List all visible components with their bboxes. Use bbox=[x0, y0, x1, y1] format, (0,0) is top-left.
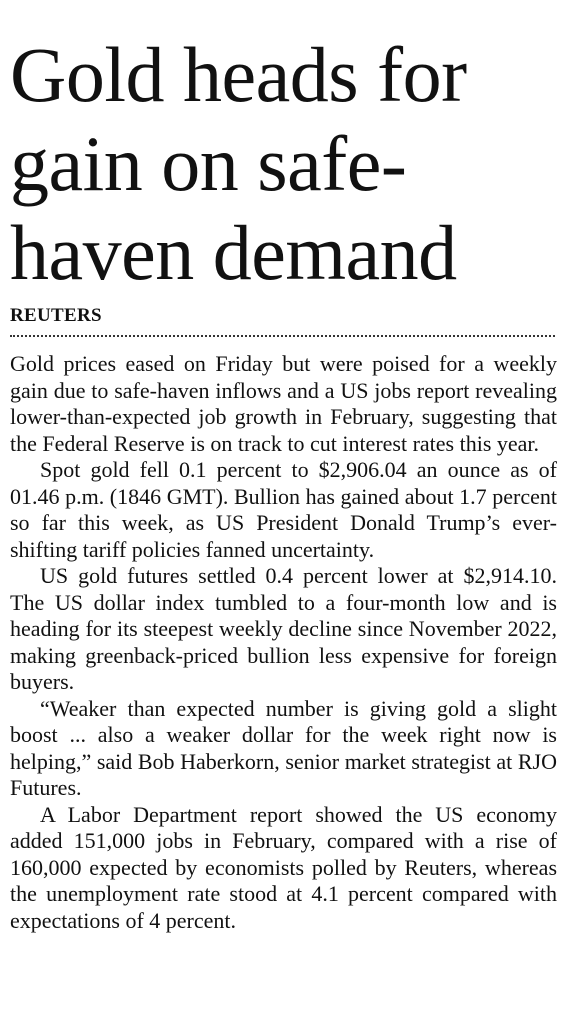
article-body bbox=[10, 351, 557, 934]
paragraph: A Labor Department report showed the US economy added 151,000 jobs in February, compared with a rise of 160,000 expected by economists polled by Reuters, whereas the unemployment rate stood at 4.1 percent compared with expectations of 4 percent. bbox=[10, 801, 557, 933]
news-article bbox=[10, 0, 557, 934]
headline-line: haven demand bbox=[10, 209, 457, 296]
paragraph: Spot gold fell 0.1 percent to $2,906.04 an ounce as of 01.46 p.m. (1846 GMT). Bullion has gained about 1.7 percent so far this week, as US President Donald Trump’s ever-shifting tariff policies fanned uncertainty. bbox=[10, 457, 557, 562]
byline: REUTERS bbox=[10, 305, 102, 326]
paragraph: Gold prices eased on Friday but were poised for a weekly gain due to safe-haven inflows and a US jobs report revealing lower-than-expected job growth in February, suggesting that the Federal Reserve is on track to cut interest rates this year. bbox=[10, 351, 557, 456]
dotted-divider bbox=[10, 335, 555, 337]
headline-line: gain on safe- bbox=[10, 120, 407, 207]
paragraph: US gold futures settled 0.4 percent lower at $2,914.10. The US dollar index tumbled to a four-month low and is heading for its steepest weekly decline since November 2022, making greenback-priced bullion less expensive for foreign buyers. bbox=[10, 563, 557, 694]
paragraph: “Weaker than expected number is giving gold a slight boost ... also a weaker dollar for the week right now is helping,” said Bob Haberkorn, senior market strategist at RJO Futures. bbox=[10, 695, 557, 800]
headline-line: Gold heads for bbox=[10, 31, 467, 118]
headline bbox=[10, 0, 557, 297]
